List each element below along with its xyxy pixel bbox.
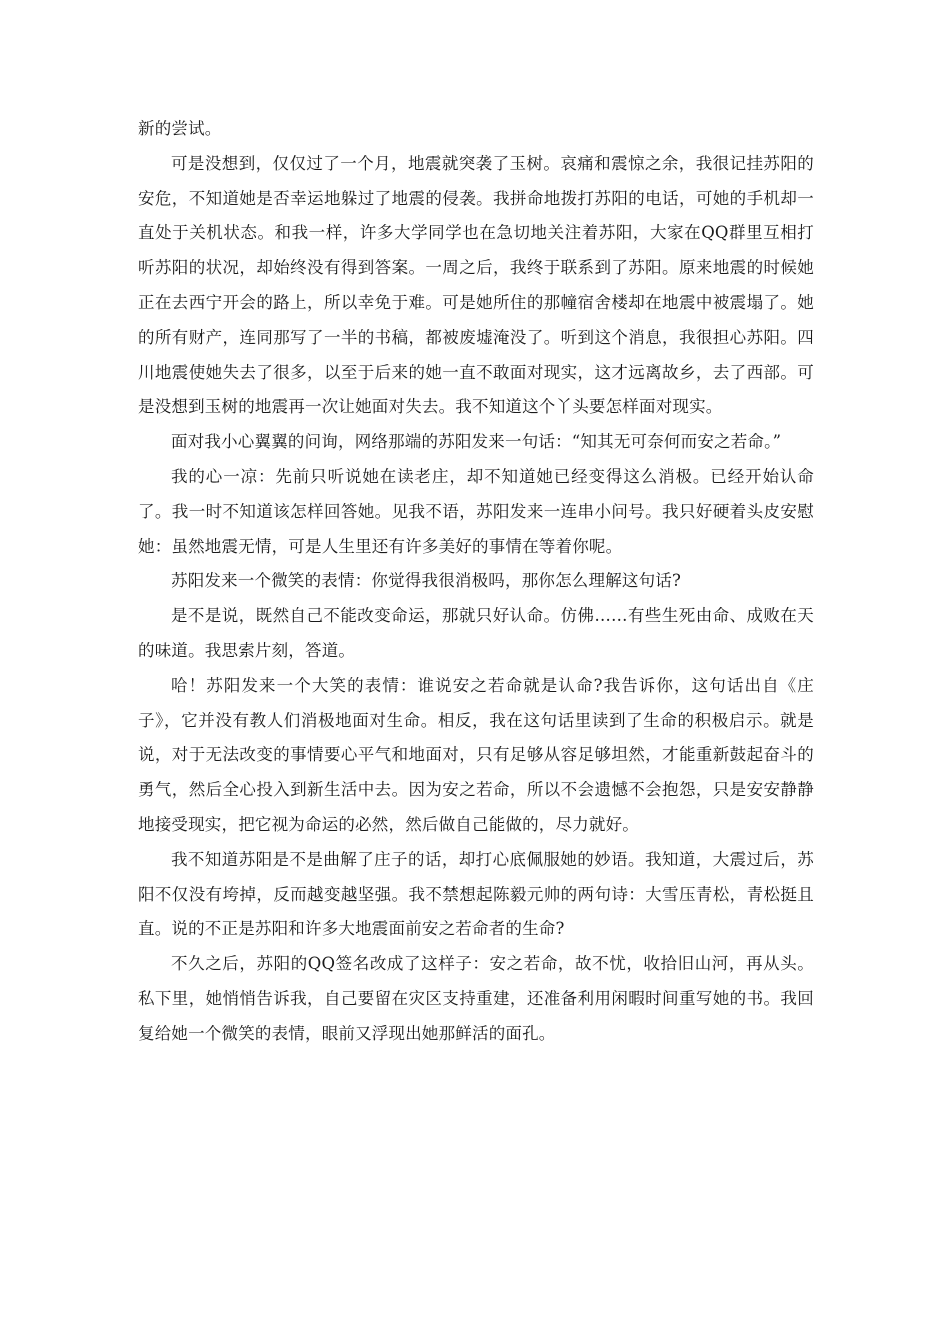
paragraph-earthquake: 可是没想到，仅仅过了一个月，地震就突袭了玉树。哀痛和震惊之余，我很记挂苏阳的安危，不知道她是否幸运地躲过了地震的侵袭。我拼命地拨打苏阳的电话，可她的手机却一直处于关机状态。和我一样，许多大学同学也在急切地关注着苏阳，大家在QQ群里互相打听苏阳的状况，却始终没有得到答案。一周之后，我终于联系到了苏阳。原来地震的时候她正在去西宁开会的路上，所以幸免于难。可是她所住的那幢宿舍楼却在地震中被震塌了。她的所有财产，连同那写了一半的书稿，都被废墟淹没了。听到这个消息，我很担心苏阳。四川地震使她失去了很多，以至于后来的她一直不敢面对现实，这才远离故乡，去了西部。可是没想到玉树的地震再一次让她面对失去。我不知道这个丫头要怎样面对现实。: [138, 153, 814, 417]
paragraph-zhuangzi: 哈！苏阳发来一个大笑的表情：谁说安之若命就是认命?我告诉你，这句话出自《庄子》，它并没有教人们消极地面对生命。相反，我在这句话里读到了生命的积极启示。就是说，对于无法改变的事情要心平气和地面对，只有足够从容足够坦然，才能重新鼓起奋斗的勇气，然后全心投入到新生活中去。因为安之若命，所以不会遗憾不会抱怨，只是安安静静地接受现实，把它视为命运的必然，然后做自己能做的，尽力就好。: [138, 675, 814, 834]
paragraph-admiration: 我不知道苏阳是不是曲解了庄子的话，却打心底佩服她的妙语。我知道，大震过后，苏阳不仅没有垮掉，反而越变越坚强。我不禁想起陈毅元帅的两句诗：大雪压青松，青松挺且直。说的不正是苏阳和许多大地震面前安之若命者的生命?: [138, 849, 814, 939]
paragraph-smile-reply: 苏阳发来一个微笑的表情：你觉得我很消极吗，那你怎么理解这句话?: [171, 571, 682, 591]
paragraph-continuation: 新的尝试。: [138, 119, 222, 138]
paragraph-answer: 是不是说，既然自己不能改变命运，那就只好认命。仿佛……有些生死由命、成败在天的味道。我思索片刻，答道。: [138, 606, 814, 660]
paragraph-heart-cold: 我的心一凉：先前只听说她在读老庄，却不知道她已经变得这么消极。已经开始认命了。我一时不知道该怎样回答她。见我不语，苏阳发来一连串小问号。我只好硬着头皮安慰她：虽然地震无情，可是人生里还有许多美好的事情在等着你呢。: [138, 466, 814, 556]
paragraph-inquiry: 面对我小心翼翼的问询，网络那端的苏阳发来一句话：“知其无可奈何而安之若命。”: [171, 432, 782, 452]
paragraph-signature: 不久之后，苏阳的QQ签名改成了这样子：安之若命，故不忧，收拾旧山河，再从头。私下里，她悄悄告诉我，自己要留在灾区支持重建，还准备利用闲暇时间重写她的书。我回复给她一个微笑的表情，眼前又浮现出她那鲜活的面孔。: [138, 954, 814, 1043]
document-page: [138, 112, 814, 1052]
